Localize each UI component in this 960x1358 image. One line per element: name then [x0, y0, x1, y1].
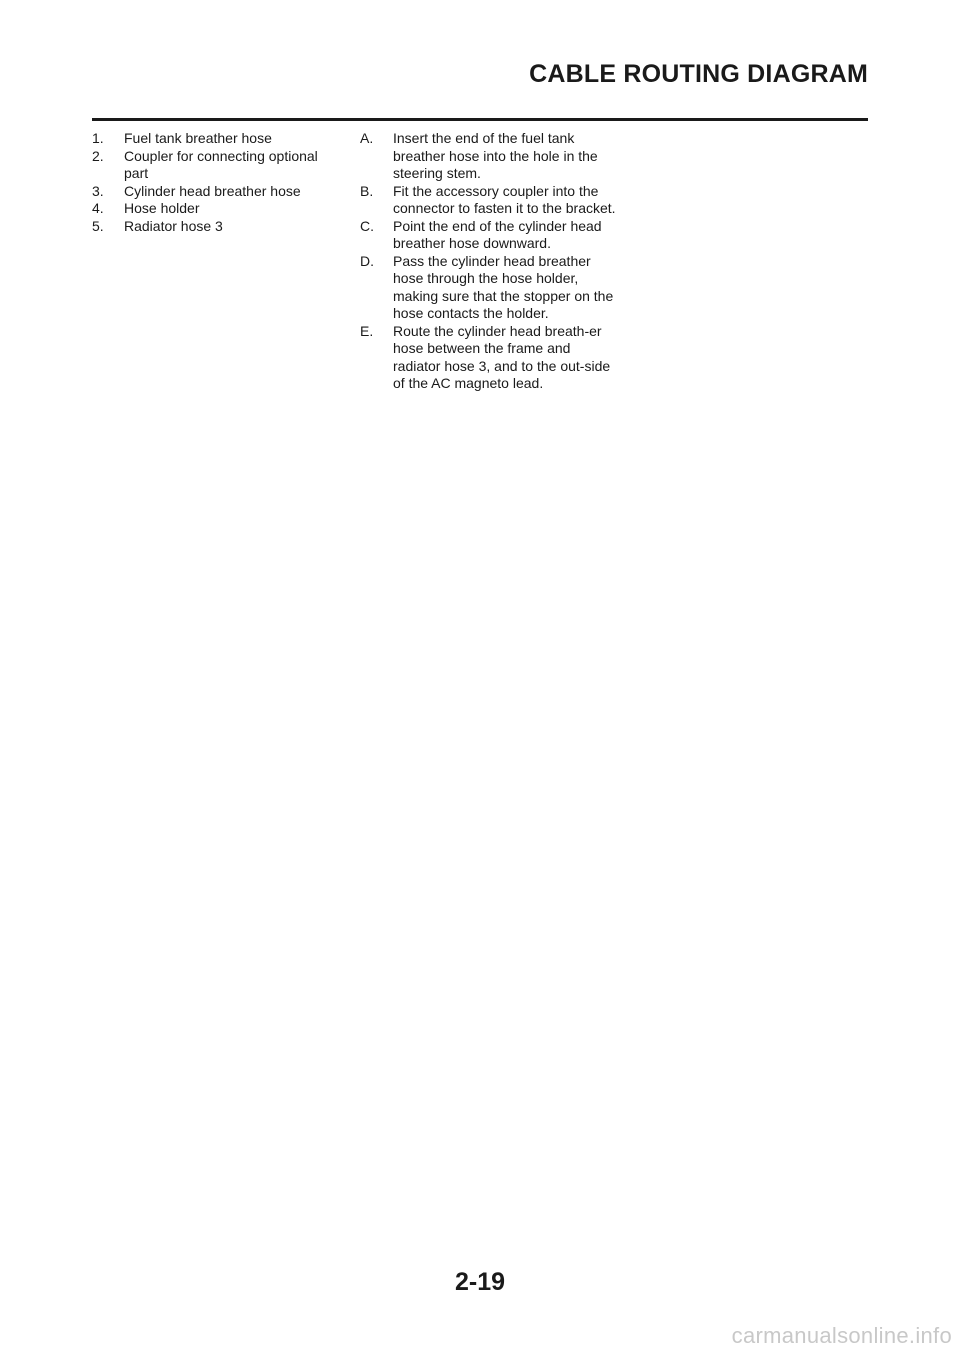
instruction-text: Insert the end of the fuel tank breather hose into the hole in the steering stem.: [393, 130, 598, 181]
page-title: CABLE ROUTING DIAGRAM: [529, 60, 868, 88]
parts-list-item: [92, 200, 342, 218]
item-number: 1.: [92, 130, 104, 146]
watermark-text: carmanualsonline.info: [731, 1323, 952, 1348]
item-number: 5.: [92, 217, 104, 234]
instruction-letter: D.: [360, 252, 374, 269]
parts-list-item: [92, 148, 342, 183]
item-number: 3.: [92, 182, 104, 199]
parts-list-item: [92, 183, 342, 201]
instruction-letter: C.: [360, 217, 374, 234]
item-text: Radiator hose 3: [124, 217, 223, 234]
instructions-list: [360, 130, 620, 393]
instruction-text: Pass the cylinder head breather hose through the hose holder, making sure that the stopper on the hose contacts the holder.: [393, 252, 614, 321]
title-divider: [92, 118, 868, 121]
item-number: 2.: [92, 147, 104, 164]
item-number: 4.: [92, 200, 104, 216]
item-text: Fuel tank breather hose: [124, 130, 272, 146]
parts-list-item: [92, 218, 342, 236]
instruction-item: [360, 130, 620, 183]
instruction-item: [360, 183, 620, 218]
parts-list: [92, 130, 342, 235]
instruction-letter: B.: [360, 182, 374, 199]
instruction-item: [360, 253, 620, 323]
page-number: 2-19: [454, 1268, 506, 1296]
instruction-text: Route the cylinder head breath-er hose between the frame and radiator hose 3, and to the out-side of the AC magneto lead.: [393, 322, 611, 391]
instruction-item: [360, 218, 620, 253]
instruction-item: [360, 323, 620, 393]
instruction-letter: E.: [360, 322, 374, 339]
instruction-letter: A.: [360, 130, 374, 146]
instruction-text: Fit the accessory coupler into the connector to fasten it to the bracket.: [393, 182, 616, 216]
item-text: Cylinder head breather hose: [124, 182, 301, 199]
parts-list-item: [92, 130, 342, 148]
instruction-text: Point the end of the cylinder head breather hose downward.: [393, 217, 602, 251]
item-text: Hose holder: [124, 200, 200, 216]
item-text: Coupler for connecting optional part: [124, 147, 318, 181]
